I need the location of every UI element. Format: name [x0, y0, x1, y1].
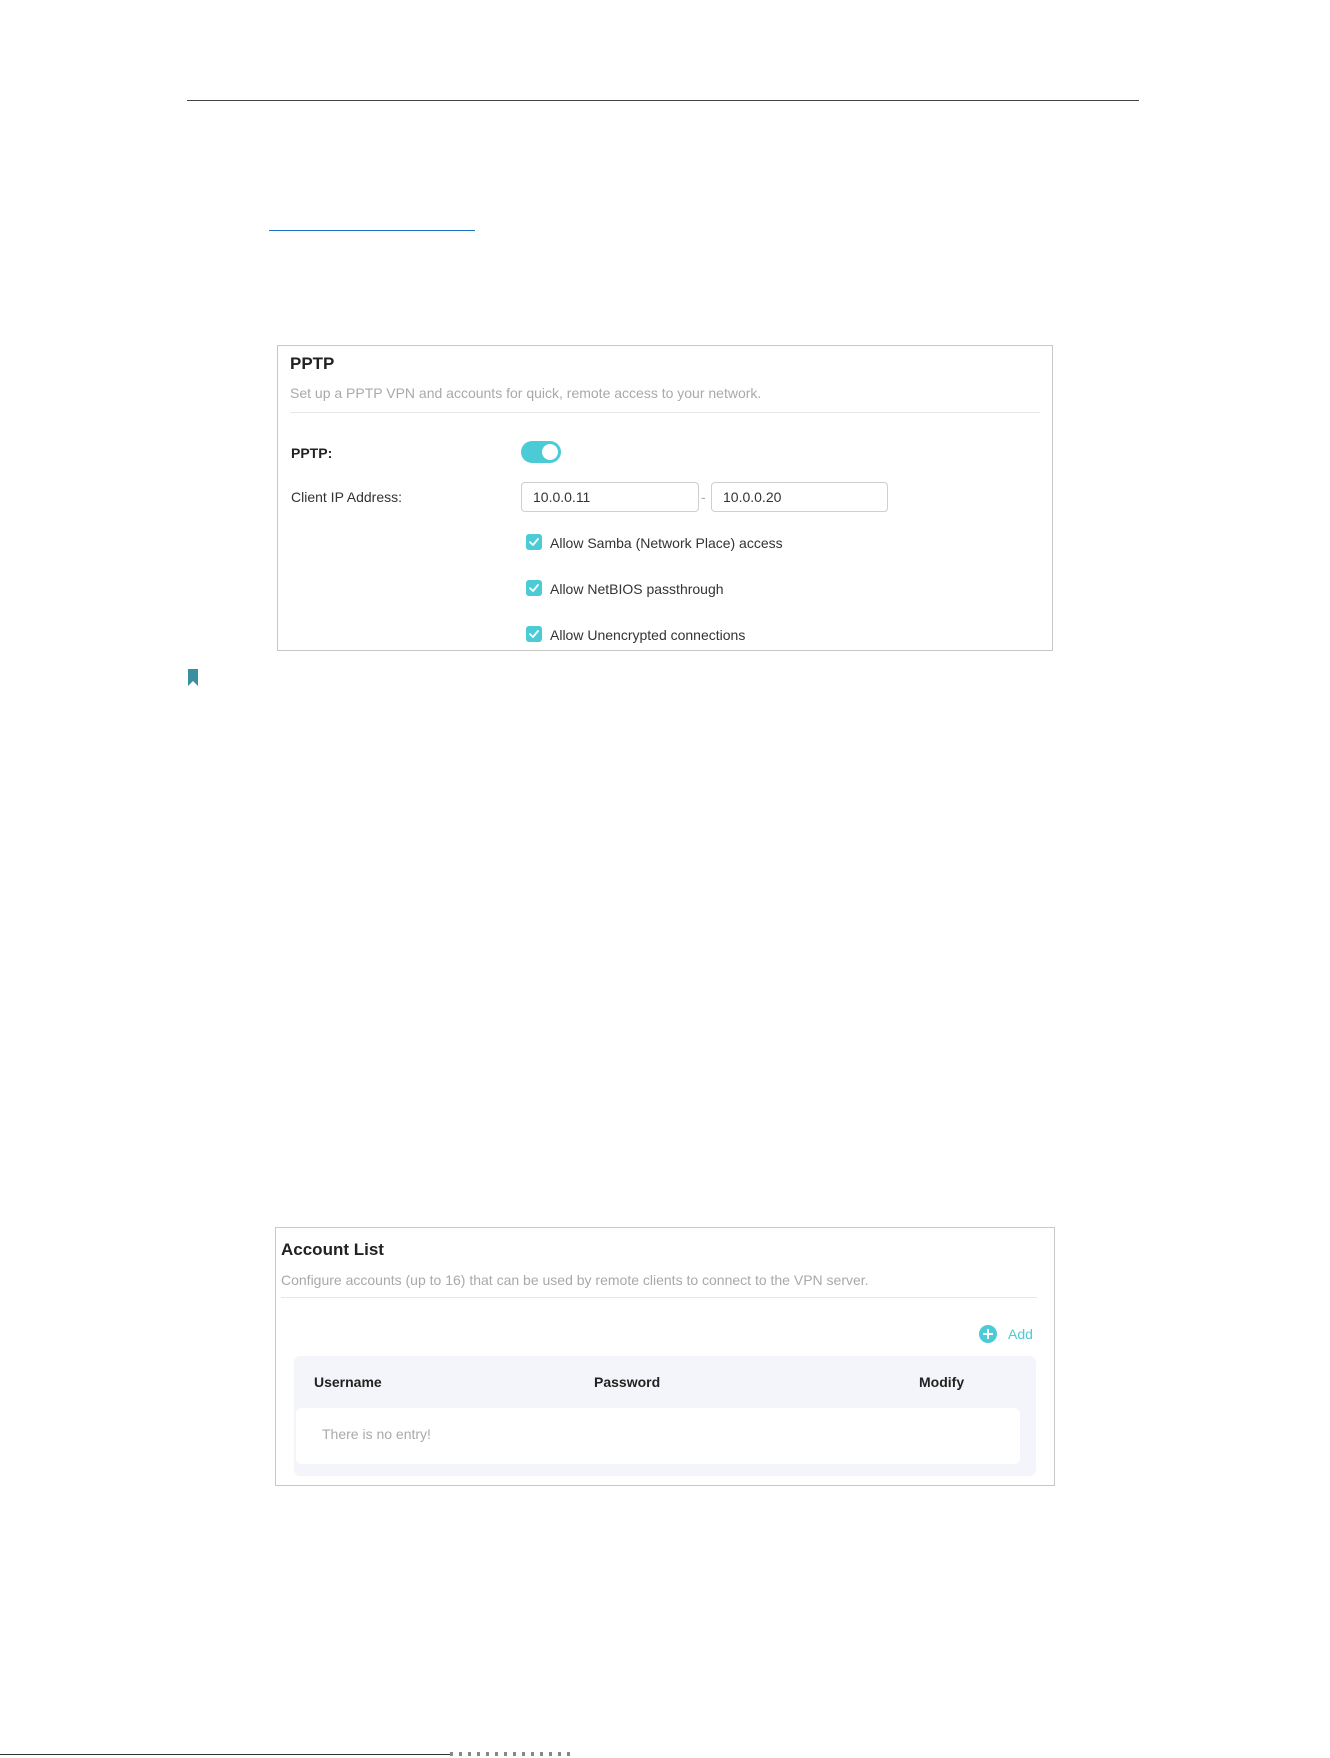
pptp-label: PPTP:: [291, 445, 333, 461]
check-icon: [526, 580, 542, 596]
unencrypted-connections-checkbox[interactable]: [526, 626, 542, 642]
account-list-description: Configure accounts (up to 16) that can be used by remote clients to connect to the VPN server.: [281, 1272, 869, 1288]
unencrypted-connections-label: Allow Unencrypted connections: [550, 627, 746, 643]
plus-circle-icon: [979, 1325, 997, 1343]
bookmark-icon: [188, 669, 198, 686]
header-rule: [187, 100, 1139, 101]
hyperlink-underline[interactable]: [269, 230, 475, 231]
footer-marks: [450, 1752, 570, 1756]
pptp-toggle[interactable]: [521, 441, 561, 463]
check-icon: [526, 534, 542, 550]
samba-access-label: Allow Samba (Network Place) access: [550, 535, 783, 551]
footer-rule: [0, 1754, 450, 1755]
pptp-panel-title: PPTP: [290, 354, 335, 373]
column-header-password: Password: [594, 1374, 661, 1390]
client-ip-end-input[interactable]: [711, 482, 888, 512]
column-header-username: Username: [314, 1374, 382, 1390]
pptp-panel-description: Set up a PPTP VPN and accounts for quick, remote access to your network.: [290, 385, 762, 401]
account-list-divider: [281, 1297, 1037, 1298]
netbios-passthrough-checkbox[interactable]: [526, 580, 542, 596]
account-list-title: Account List: [281, 1240, 384, 1259]
ip-range-separator: -: [701, 489, 706, 505]
table-empty-text: There is no entry!: [322, 1426, 431, 1442]
pptp-panel-divider: [290, 412, 1040, 413]
netbios-passthrough-label: Allow NetBIOS passthrough: [550, 581, 724, 597]
add-account-button[interactable]: [979, 1325, 1033, 1343]
client-ip-start-input[interactable]: [521, 482, 699, 512]
client-ip-label: Client IP Address:: [291, 489, 403, 505]
column-header-modify: Modify: [919, 1374, 965, 1390]
check-icon: [526, 626, 542, 642]
samba-access-checkbox[interactable]: [526, 534, 542, 550]
pptp-toggle-knob: [542, 444, 558, 460]
add-account-label: Add: [1008, 1326, 1033, 1342]
